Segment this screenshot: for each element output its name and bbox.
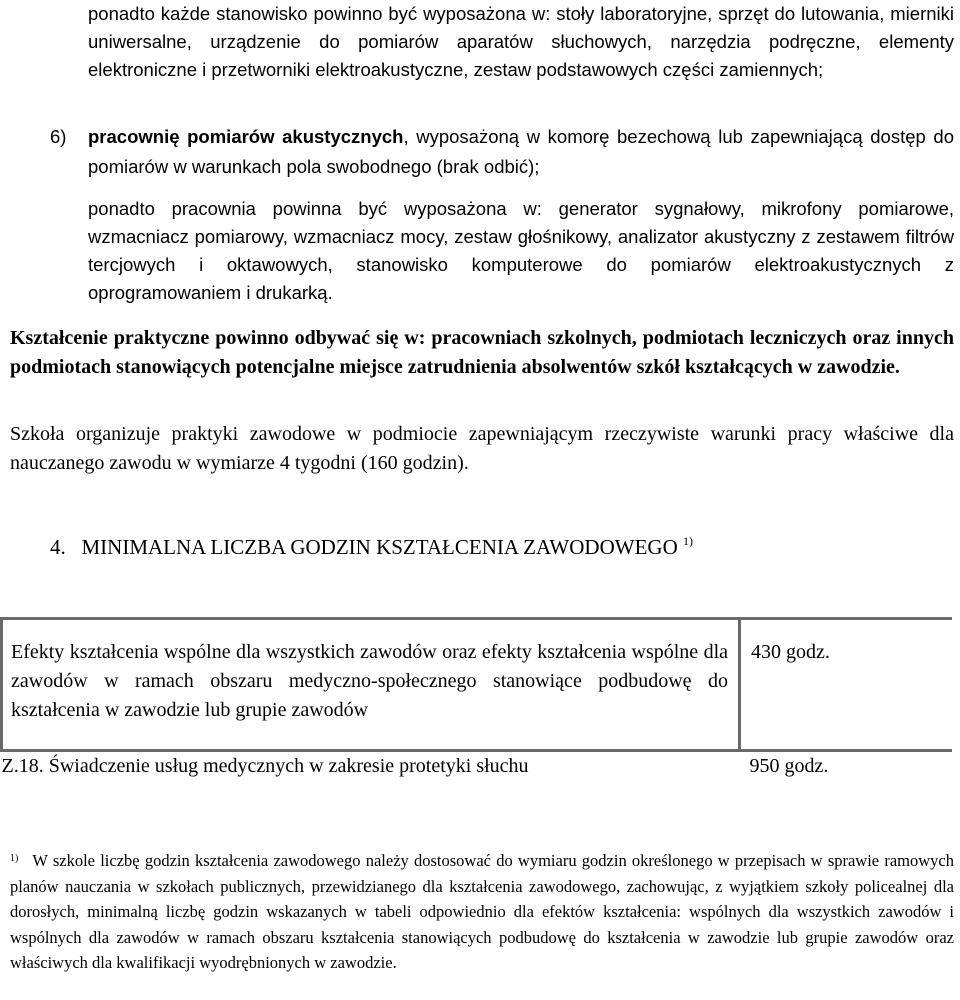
paragraph-equipment: ponadto pracownia powinna być wyposażona w: generator sygnałowy, mikrofony pomiarowe, wzmacniacz pomiarowy, wzmacniacz mocy, zestaw głośnikowy, analizator akustyczny z zestawem filtrów tercjowych i oktawowych, stanowisko komputerowe do pomiarów elektroakustycznych z oprogramowaniem i drukarką.: [88, 198, 954, 303]
table-row: [2, 751, 953, 782]
table-cell-hours: 950 godz.: [740, 751, 953, 782]
paragraph-practical-training: Kształcenie praktyczne powinno odbywać się w: pracowniach szkolnych, podmiotach leczniczych oraz innych podmiotach stanowiących potencjalne miejsce zatrudnienia absolwentów szkół kształcących w zawodzie.: [10, 327, 954, 378]
footnote-reference: 1): [682, 534, 693, 548]
paragraph-internship: Szkoła organizuje praktyki zawodowe w podmiocie zapewniającym rzeczywiste warunki pracy właściwe dla nauczanego zawodu w wymiarze 4 tygodni (160 godzin).: [10, 423, 954, 474]
list-item-number: 6): [50, 126, 67, 147]
table-cell-hours: 430 godz.: [740, 619, 953, 751]
paragraph-intro: ponadto każde stanowisko powinno być wyposażona w: stoły laboratoryjne, sprzęt do lutowania, mierniki uniwersalne, urządzenie do pomiarów aparatów słuchowych, narzędzia podręczne, elementy elektroniczne i przetworniki elektroakustyczne, zestaw podstawowych części zamiennych;: [88, 3, 954, 80]
section-heading: [50, 532, 954, 562]
list-item-rest: , wyposażoną w komorę bezechową lub zapewniającą dostęp do pomiarów w warunkach pola swobodnego (brak odbić);: [88, 126, 954, 177]
table-cell-label: Efekty kształcenia wspólne dla wszystkich zawodów oraz efekty kształcenia wspólne dla zawodów w ramach obszaru medyczno-społecznego stanowiące podbudowę do kształcenia w zawodzie lub grupie zawodów: [2, 619, 740, 751]
footnote: [10, 848, 954, 976]
table-cell-label: Z.18. Świadczenie usług medycznych w zakresie protetyki słuchu: [2, 751, 740, 782]
section-title: MINIMALNA LICZBA GODZIN KSZTAŁCENIA ZAWODOWEGO: [81, 535, 678, 559]
list-item-text: [88, 122, 954, 182]
footnote-marker: 1): [10, 853, 19, 864]
list-item-6: [50, 122, 954, 182]
hours-table: [0, 617, 952, 781]
footnote-text: W szkole liczbę godzin kształcenia zawodowego należy dostosować do wymiaru godzin określonego w przepisach w sprawie ramowych planów nauczania w szkołach publicznych, przewidzianego dla kształcenia zawodowego, zachowując, z wyjątkiem szkoły policealnej dla dorosłych, minimalną liczbę godzin wskazanych w tabeli odpowiednio dla efektów kształcenia: wspólnych dla wszystkich zawodów i wspólnych dla zawodów w ramach obszaru kształcenia stanowiących podbudowę do kształcenia w zawodzie lub grupie zawodów oraz właściwych dla kwalifikacji wyodrębnionych w zawodzie.: [10, 851, 954, 972]
list-item-bold: pracownię pomiarów akustycznych: [88, 126, 404, 147]
table-row: [2, 619, 953, 751]
section-number: 4.: [50, 535, 66, 559]
